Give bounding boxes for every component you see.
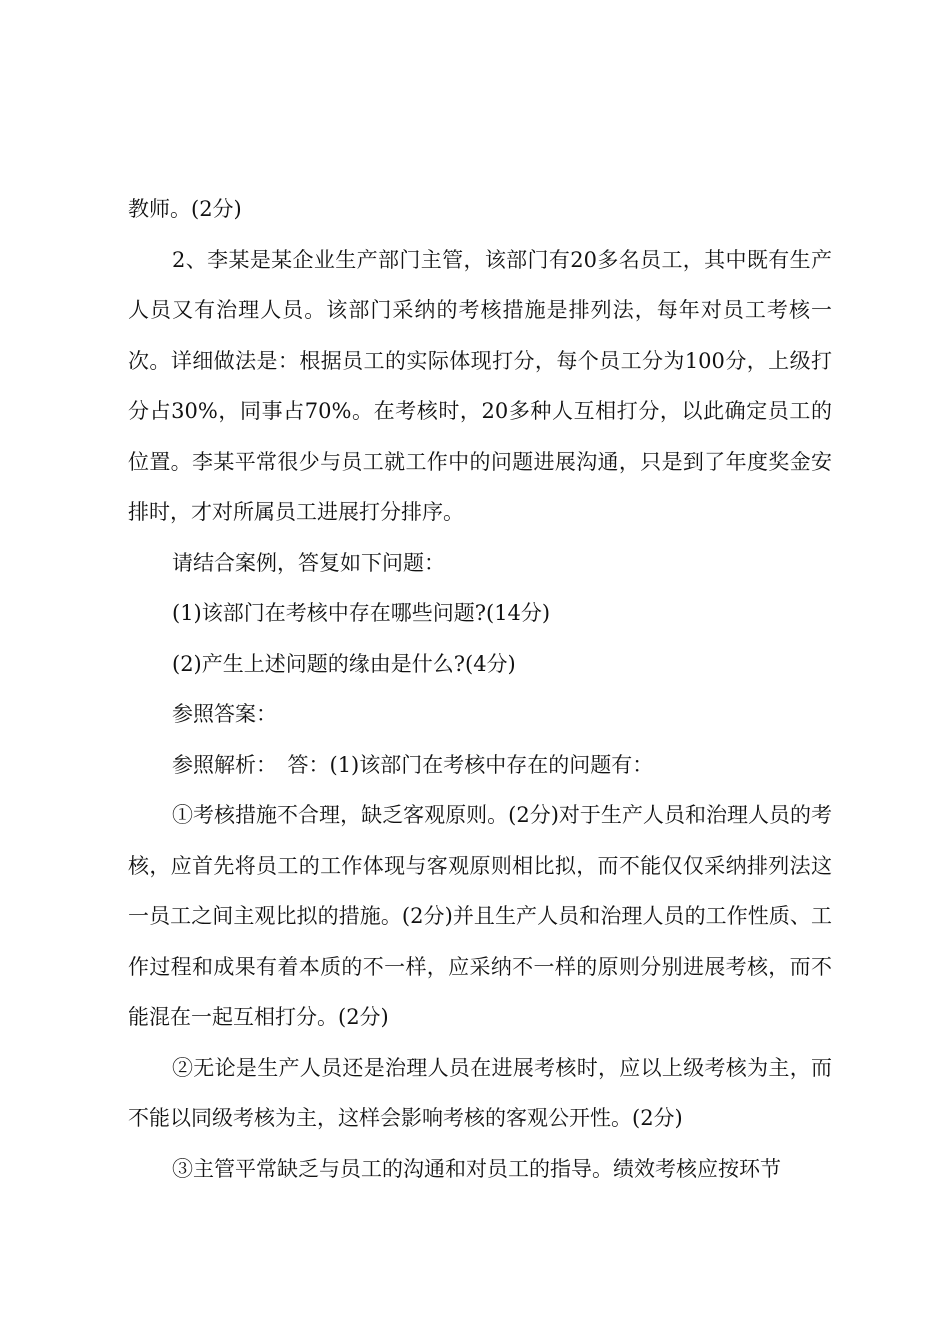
- paragraph-question-2: (2)产生上述问题的缘由是什么?(4分): [172, 651, 516, 676]
- paragraph-point-1: ①考核措施不合理，缺乏客观原则。(2分)对于生产人员和治理人员的考核，应首先将员工的工作体现与客观原则相比拟，而不能仅仅采纳排列法这一员工之间主观比拟的措施。(2分)并且生产人员和治理人员的工作性质、工作过程和成果有着本质的不一样，应采纳不一样的原则分别进展考核，而不能混在一起互相打分。(2分): [128, 803, 832, 1029]
- paragraph-point-3: ③主管平常缺乏与员工的沟通和对员工的指导。绩效考核应按环节: [172, 1156, 781, 1181]
- paragraph-case-description: 2、李某是某企业生产部门主管，该部门有20多名员工，其中既有生产人员又有治理人员。该部门采纳的考核措施是排列法，每年对员工考核一次。详细做法是：根据员工的实际体现打分，每个员工分为100分，上级打分占30%，同事占70%。在考核时，20多种人互相打分，以此确定员工的位置。李某平常很少与员工就工作中的问题进展沟通，只是到了年度奖金安排时，才对所属员工进展打分排序。: [128, 247, 832, 524]
- paragraph-instruction: 请结合案例，答复如下问题：: [172, 550, 445, 575]
- paragraph-point-2: ②无论是生产人员还是治理人员在进展考核时，应以上级考核为主，而不能以同级考核为主，这样会影响考核的客观公开性。(2分): [128, 1055, 832, 1130]
- paragraph-question-1: (1)该部门在考核中存在哪些问题?(14分): [172, 601, 551, 625]
- paragraph-continuation: 教师。(2分): [128, 197, 242, 221]
- paragraph-answer-heading: 参照答案：: [172, 702, 277, 726]
- document-body: [128, 184, 832, 1194]
- paragraph-analysis-heading: 参照解析： 答：(1)该部门在考核中存在的问题有：: [172, 752, 654, 777]
